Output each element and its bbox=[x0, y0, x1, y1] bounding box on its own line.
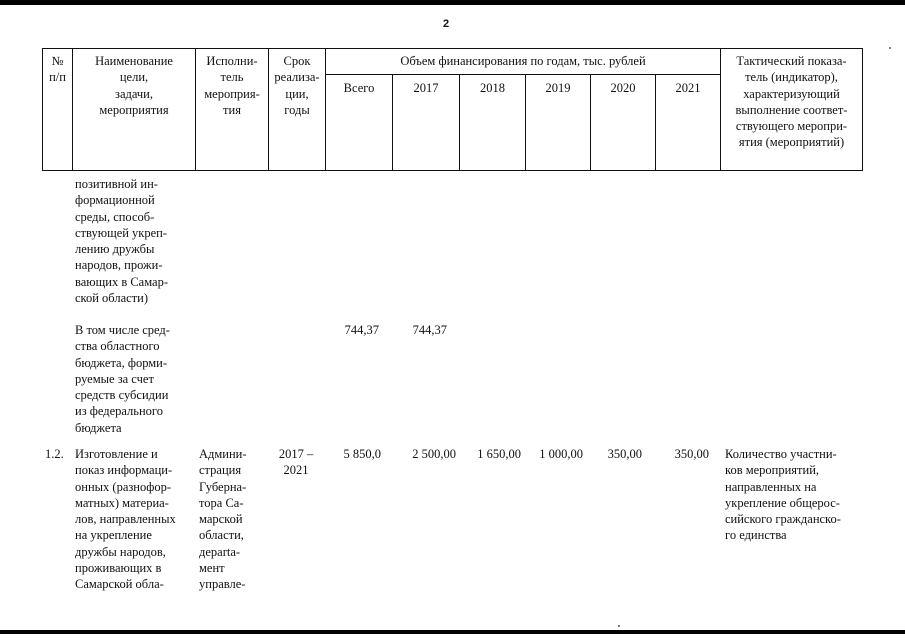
page-number: 2 bbox=[443, 18, 450, 30]
row-num: 1.2. bbox=[45, 447, 64, 461]
row-name: В том числе сред- ства областного бюджета, форми- руемые за счет средств субсидии из федерального бюджета bbox=[75, 323, 170, 435]
row-indicator: Количество участни- ков мероприятий, направленных на укрепление общерос- сийского гражданско- го единства bbox=[725, 447, 841, 543]
scan-speck bbox=[889, 47, 891, 49]
row-total: 744,37 bbox=[344, 323, 379, 337]
header-indicator: Тактический показа- тель (индикатор), характеризующий выполнение соответ- ствующего меропри- ятия (мероприятий) bbox=[735, 54, 848, 150]
funding-subheader-line bbox=[325, 74, 720, 75]
row-2017: 744,37 bbox=[412, 323, 447, 337]
row-term: 2017 – 2021 bbox=[278, 447, 314, 478]
header-funding-title: Объем финансирования по годам, тыс. рублей bbox=[400, 54, 646, 68]
row-2018: 1 650,00 bbox=[477, 447, 521, 461]
row-total: 5 850,0 bbox=[343, 447, 381, 461]
header-executor: Исполни- тель мероприя- тия bbox=[204, 54, 260, 117]
scan-speck bbox=[618, 625, 620, 627]
header-name: Наименование цели, задачи, мероприятия bbox=[95, 54, 173, 117]
col-line bbox=[862, 48, 863, 171]
row-2021: 350,00 bbox=[674, 447, 709, 461]
row-executor: Админи- страция Губерна- тора Са- марской области, деparta- мент управле- bbox=[199, 447, 247, 592]
bottom-border-rule bbox=[0, 630, 905, 634]
header-year: 2020 bbox=[610, 81, 636, 95]
row-name: позитивной ин- формационной среды, способ- ствующей укреп- лению дружбы народов, прожи- вающих в Самар- ской области) bbox=[75, 177, 169, 306]
header-year: 2017 bbox=[413, 81, 439, 95]
header-num: № п/п bbox=[49, 54, 66, 85]
header-year: 2018 bbox=[480, 81, 505, 95]
row-2017: 2 500,00 bbox=[412, 447, 456, 461]
top-border-rule bbox=[0, 0, 905, 5]
row-name: Изготовление и показ информаци- онных (разнофор- матных) материа- лов, направленных на укрепление дружбы народов, проживающих в Самарской обла- bbox=[75, 447, 176, 592]
header-year: 2021 bbox=[675, 81, 701, 95]
row-2020: 350,00 bbox=[607, 447, 642, 461]
header-year: 2019 bbox=[545, 81, 571, 95]
header-term: Срок реализа- ции, годы bbox=[274, 54, 320, 117]
header-bottom-line bbox=[42, 170, 863, 171]
header-top-line bbox=[42, 48, 863, 49]
row-2019: 1 000,00 bbox=[539, 447, 583, 461]
header-total: Всего bbox=[343, 81, 375, 95]
